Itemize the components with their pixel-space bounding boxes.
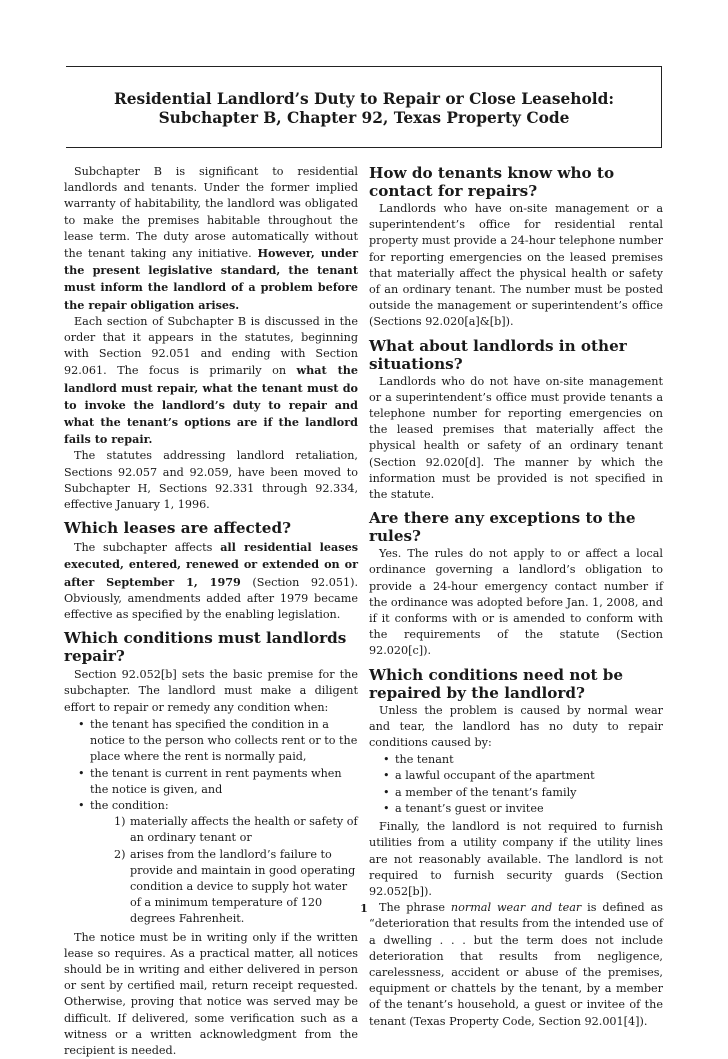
leases-heading: Which leases are affected?	[64, 519, 291, 538]
conditions-paragraph: Section 92.052[b] sets the basic premise for the subchapter. The landlord must make a diligent effort to repair or remedy any condition when:	[64, 668, 358, 714]
not-repaired-list	[369, 752, 663, 817]
document-title: Residential Landlord’s Duty to Repair or Close Leasehold:	[113, 90, 615, 108]
defined-term: normal wear and tear	[450, 901, 582, 915]
sublist-item	[90, 814, 358, 846]
list-item: • a tenant’s guest or invitee	[369, 801, 663, 817]
list-item: • the tenant is current in rent payments when the notice is given, and	[64, 766, 358, 798]
contact-paragraph: Landlords who have on-site management or a superintendent’s office for residential rental property must provide a 24-hour telephone number for reporting emergencies on the leased premises that materially affect the physical health or safety of an ordinary tenant. The number must be posted outside the management or superintendent’s office (Sections 92.020[a]&[b]).	[369, 202, 663, 329]
sublist-text: materially affects the health or safety of an ordinary tenant or	[130, 815, 358, 845]
not-repaired-paragraph: Unless the problem is caused by normal wear and tear, the landlord has no duty to repair conditions caused by:	[369, 703, 663, 750]
document-subtitle: Subchapter B, Chapter 92, Texas Property Code	[158, 109, 570, 127]
list-item: • the tenant has specified the condition in a notice to the person who collects rent or to the place where the rent is normally paid,	[64, 717, 358, 766]
condition-sublist	[90, 814, 358, 927]
intro-focus-emphasis: what the landlord must repair, what the tenant must do to invoke the landlord’s duty to repair and what the tenant’s options are if the landlord fails to repair.	[64, 363, 358, 447]
leases-text: The subchapter affects	[74, 541, 221, 555]
exceptions-heading: Are there any exceptions to the rules?	[369, 509, 636, 546]
definition-text: The phrase	[379, 901, 451, 915]
exceptions-paragraph: Yes. The rules do not apply to or affect a local ordinance governing a landlord’s obligation to provide a 24-hour emergency contact number if the ordinance was adopted before Jan. 1, 2008, and if it conforms with or is amended to conform with the requirements of the statute (Section 92.020[c]).	[369, 547, 663, 658]
intro-paragraph-1	[64, 164, 358, 314]
sublist-number: 1)	[114, 815, 126, 829]
list-item-text: the condition:	[90, 798, 169, 812]
leases-emphasis: all residential leases executed, entered, renewed or extended on or after September 1, 1979	[64, 540, 359, 589]
list-item	[64, 798, 358, 928]
definition-text-end: is defined as “deterioration that results from the intended use of a dwelling . . . but the term does not include deterioration that results from negligence, carelessness, accident or abuse of the premises, equipment or chattels by the tenant, by a member of the tenant’s household, a guest or invitee of the tenant (Texas Property Code, Section 92.001[4]).	[369, 901, 663, 1028]
intro-text: Subchapter B is significant to residential landlords and tenants. Under the former implied warranty of habitability, the landlord was obligated to make the premises habitable throughout the lease term. The duty arose automatically without the tenant taking any initiative.	[64, 165, 358, 261]
intro-paragraph-2	[64, 314, 358, 449]
sublist-item	[90, 847, 358, 928]
other-situations-heading: What about landlords in other situations?	[369, 336, 627, 373]
intro-paragraph-3: The statutes addressing landlord retaliation, Sections 92.057 and 92.059, have been moved to Subchapter H, Sections 92.331 through 92.334, effective January 1, 1996.	[64, 449, 358, 512]
sublist-text: arises from the landlord’s failure to provide and maintain in good operating condition a device to supply hot water of a minimum temperature of 120 degrees Fahrenheit.	[130, 847, 356, 926]
not-repaired-heading: Which conditions need not be repaired by the landlord?	[369, 665, 624, 702]
intro-emphasis: However, under the present legislative standard, the tenant must inform the landlord of a problem before the repair obligation arises.	[64, 246, 359, 312]
list-item: • the tenant	[369, 752, 663, 768]
sublist-number: 2)	[114, 847, 126, 861]
utilities-paragraph: Finally, the landlord is not required to furnish utilities from a utility company if the utility lines are not reasonably available. The landlord is not required to furnish security guards (Section 92.052[b]).	[369, 820, 663, 898]
leases-paragraph	[64, 539, 358, 623]
intro-text: Each section of Subchapter B is discussed in the order that it appears in the statutes, beginning with Section 92.051 and ending with Section 92.061. The focus is primarily on	[64, 314, 358, 378]
wear-and-tear-paragraph	[369, 900, 663, 1030]
list-item: • a member of the tenant’s family	[369, 785, 663, 801]
other-situations-paragraph: Landlords who do not have on-site management or a superintendent’s office must provide tenants a telephone number for reporting emergencies on the leased premises that materially affect the physical health or safety of an ordinary tenant (Section 92.020[d]. The manner by which the information must be provided is not specified in the statute.	[369, 374, 663, 502]
left-column	[64, 164, 358, 1059]
page-number: 1	[360, 902, 368, 915]
list-item: • a lawful occupant of the apartment	[369, 768, 663, 784]
leases-text-end: (Section 92.051). Obviously, amendments added after 1979 became effective as specified by the enabling legislation.	[64, 575, 358, 622]
notice-paragraph: The notice must be in writing only if the written lease so requires. As a practical matter, all notices should be in writing and either delivered in person or sent by certified mail, return receipt requested. Otherwise, proving that notice was served may be difficult. If delivered, some verification such as a witness or a written acknowledgment from the recipient is needed.	[64, 930, 358, 1057]
right-column	[369, 164, 663, 1030]
conditions-heading: Which conditions must landlords repair?	[64, 629, 347, 666]
contact-heading: How do tenants know who to contact for repairs?	[369, 164, 615, 200]
conditions-list	[64, 717, 358, 928]
